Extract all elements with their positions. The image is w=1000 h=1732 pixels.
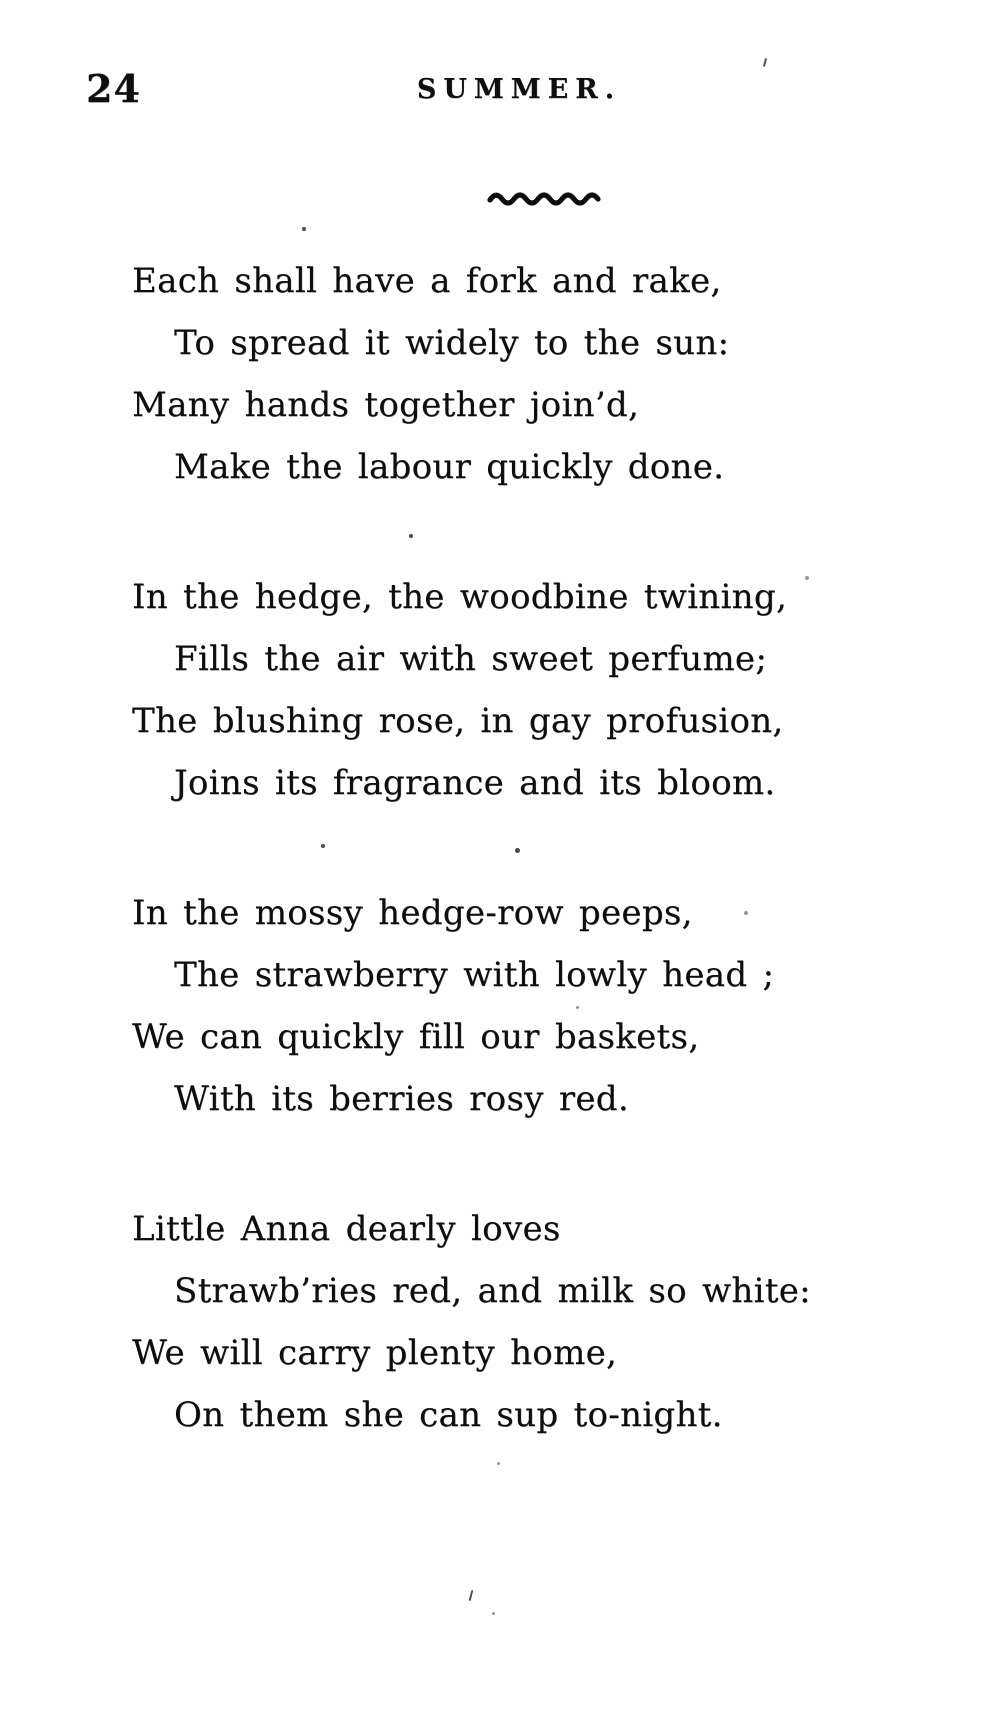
poem-line: Strawb’ries red, and milk so white:	[174, 1271, 811, 1311]
scan-speck	[805, 576, 809, 580]
poem-line: We will carry plenty home,	[132, 1333, 618, 1373]
poem-line: The strawberry with lowly head ;	[174, 955, 775, 995]
scan-speck	[321, 844, 325, 848]
poem-line: The blushing rose, in gay profusion,	[132, 701, 784, 741]
running-header: SUMMER.	[416, 74, 622, 105]
poem-line: In the hedge, the woodbine twining,	[132, 577, 788, 617]
poem-line: Make the labour quickly done.	[174, 447, 725, 487]
scan-speck	[409, 534, 413, 538]
scan-speck	[515, 848, 520, 853]
wavy-divider-ornament-icon	[487, 191, 609, 207]
scan-speck	[497, 1462, 500, 1465]
stanza	[132, 566, 912, 814]
poem-line: Many hands together join’d,	[132, 385, 640, 425]
poem-line: With its berries rosy red.	[174, 1079, 629, 1119]
poem-line: Little Anna dearly loves	[132, 1209, 561, 1249]
page-number: 24	[86, 66, 141, 111]
stanza	[132, 250, 912, 498]
scan-speck	[763, 58, 767, 67]
poem-line: Joins its fragrance and its bloom.	[174, 763, 776, 803]
scan-speck	[492, 1612, 495, 1615]
poem-line: We can quickly fill our baskets,	[132, 1017, 700, 1057]
scan-speck	[469, 1590, 474, 1601]
stanza	[132, 1198, 912, 1446]
stanza	[132, 882, 912, 1130]
poem-line: To spread it widely to the sun:	[174, 323, 730, 363]
poem-line: Each shall have a fork and rake,	[132, 261, 722, 301]
poem-line: On them she can sup to-night.	[174, 1395, 723, 1435]
poem-line: Fills the air with sweet perfume;	[174, 639, 768, 679]
scan-speck	[576, 1006, 579, 1009]
poem-line: In the mossy hedge-row peeps,	[132, 893, 693, 933]
poem	[132, 250, 912, 1514]
scan-speck	[302, 227, 306, 231]
scan-speck	[744, 911, 748, 915]
